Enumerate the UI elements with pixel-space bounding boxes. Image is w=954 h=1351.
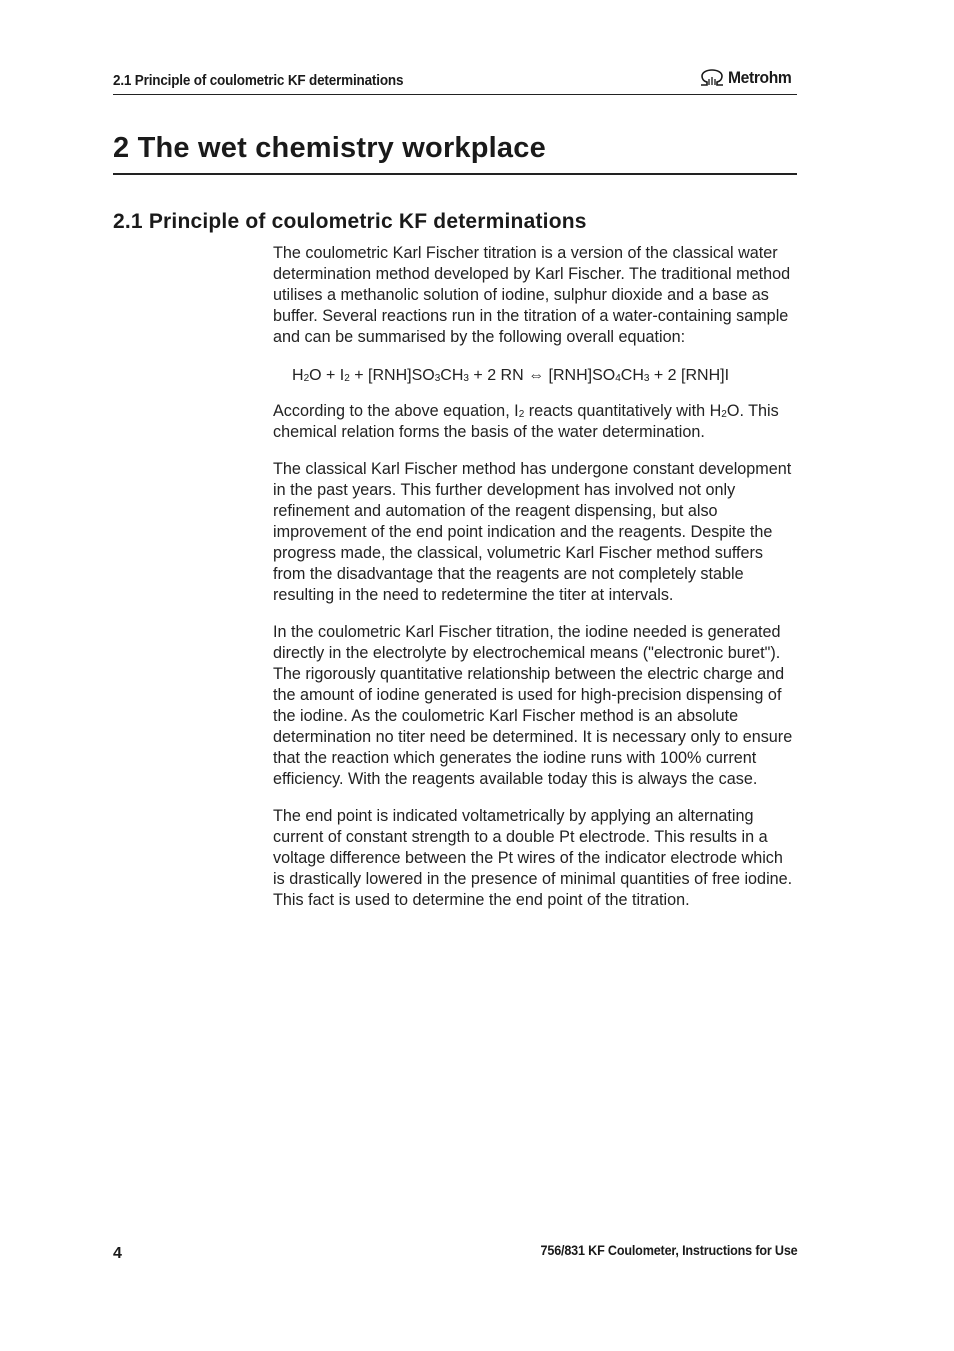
chapter-heading xyxy=(113,126,797,175)
body-text xyxy=(273,243,799,911)
paragraph-according: According to the above equation, $I_2$ reacts quantitatively with $H_2O$. This chemical relation forms the basis of the water determination. xyxy=(273,402,779,441)
paragraph-coulometric: In the coulometric Karl Fischer titration, the iodine needed is generated directly in the electrolyte by electrochemical means ("electronic buret"). The rigorously quantitative relationship between the electric charge and the amount of iodine generated is used for high-precision dispensing of the iodine. As the coulometric Karl Fischer method is an absolute determination no titer need be determined. It is necessary only to ensure that the reaction which generates the iodine runs with 100% current efficiency. With the reagents available today this is always the case. xyxy=(273,623,793,788)
logo-text: Metrohm xyxy=(728,68,792,87)
section-title: 2.1 Principle of coulometric KF determinations xyxy=(113,210,587,233)
metrohm-omega-icon xyxy=(699,69,725,87)
chapter-title: 2 The wet chemistry workplace xyxy=(113,132,546,164)
running-header xyxy=(113,66,797,95)
reaction-equation: $H_2O + I_2 + [RNH]SO_3CH_3 + 2$ RN ⇔ $[RNH]SO_4CH_3 + 2$ [RNH]I xyxy=(292,367,730,384)
metrohm-logo xyxy=(699,67,797,89)
paragraph-intro: The coulometric Karl Fischer titration is a version of the classical water determination method developed by Karl Fischer. The traditional method utilises a methanolic solution of iodine, sulphur dioxide and a base as buffer. Several reactions run in the titration of a water-containing sample and can be summarised by the following overall equation: xyxy=(273,244,791,346)
running-header-title: 2.1 Principle of coulometric KF determinations xyxy=(113,72,404,89)
paragraph-classical: The classical Karl Fischer method has undergone constant development in the past years. This further development has involved not only refinement and automation of the reagent dispensing, but also improvement of the end point indication and the reagents. Despite the progress made, the classical, volumetric Karl Fischer method suffers from the disadvantage that the reagents are not completely stable resulting in the need to redetermine the titer at intervals. xyxy=(273,460,792,604)
footer-document-title: 756/831 KF Coulometer, Instructions for Use xyxy=(540,1242,797,1258)
page-number: 4 xyxy=(113,1245,122,1262)
paragraph-endpoint: The end point is indicated voltametrically by applying an alternating current of constant strength to a double Pt electrode. This results in a voltage difference between the Pt wires of the indicator electrode which is drastically lowered in the presence of minimal quantities of free iodine. This fact is used to determine the end point of the titration. xyxy=(273,807,793,909)
